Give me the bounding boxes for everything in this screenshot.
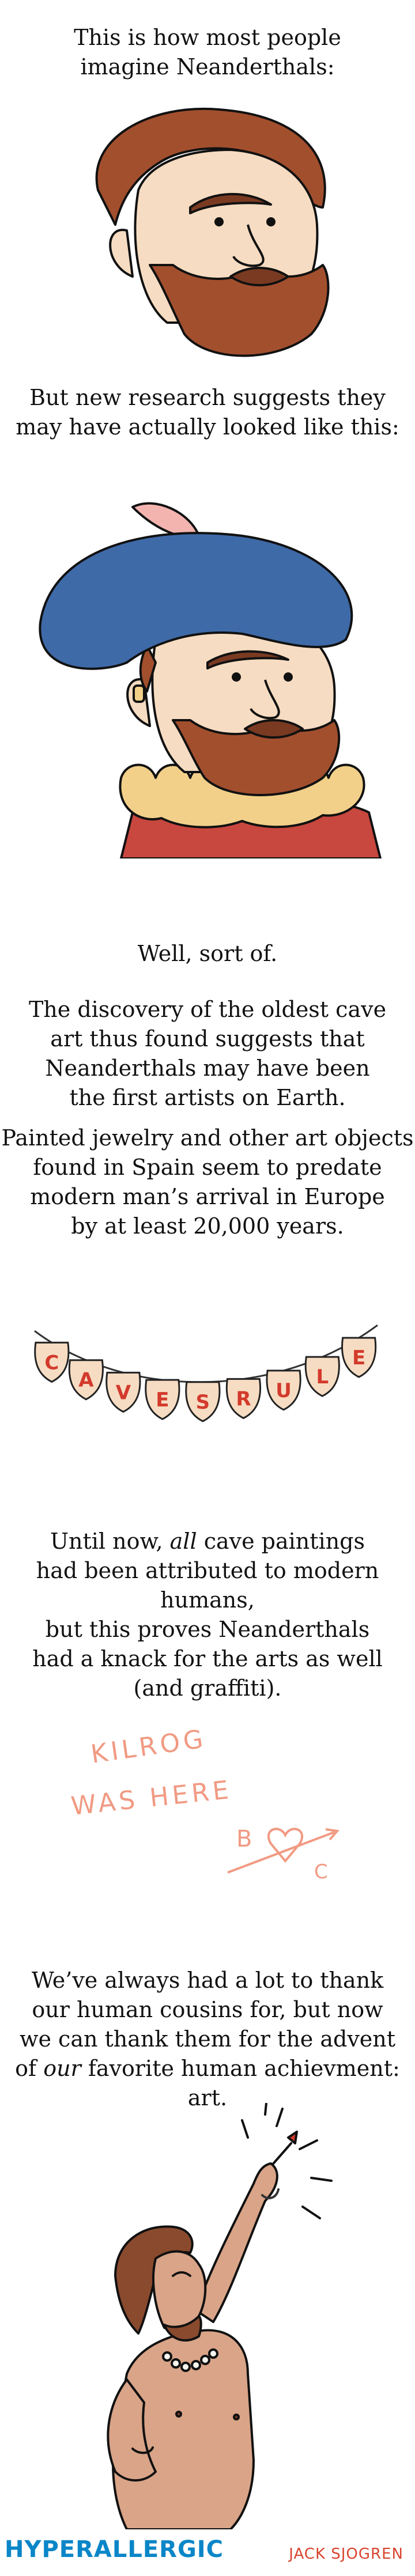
caption-attribution: [0, 1527, 415, 1703]
graffiti-initial-c: C: [314, 1860, 331, 1883]
caption-emphasis: our: [43, 2056, 81, 2081]
caption-sort-of: [0, 939, 415, 969]
caption-intro: [0, 23, 415, 82]
neanderthal-beret-illustration: [0, 490, 415, 858]
caption-line: [0, 1527, 415, 1556]
artist-credit: JACK SJOGREN: [289, 2545, 403, 2563]
caption-segment: of: [15, 2056, 44, 2081]
caption-segment: Until now,: [50, 1529, 170, 1554]
banner-flag: [35, 1342, 69, 1382]
banner-letter: C: [44, 1351, 59, 1375]
caption-line: had a knack for the arts as well: [32, 1646, 383, 1671]
caption-line: the first artists on Earth.: [69, 1085, 346, 1110]
caption-line: found in Spain seem to predate: [33, 1155, 382, 1180]
graffiti-drawing: [0, 1720, 415, 1893]
banner-letter: A: [78, 1368, 94, 1392]
caption-segment: cave paintings: [197, 1529, 365, 1554]
banner-letter: S: [195, 1390, 210, 1414]
caves-rule-banner: [0, 1302, 415, 1446]
banner-letter: V: [115, 1381, 131, 1405]
banner-flag: [227, 1379, 260, 1418]
caption-line: We’ve always had a lot to thank: [31, 1968, 384, 1993]
graffiti-line-1: KILROG: [89, 1724, 209, 1769]
caption-line: (and graffiti).: [133, 1675, 282, 1701]
caption-discovery: [0, 995, 415, 1113]
caption-line: modern man’s arrival in Europe: [30, 1184, 385, 1209]
graffiti-line-2: WAS HERE: [69, 1775, 233, 1821]
caption-line: Painted jewelry and other art objects: [1, 1125, 414, 1151]
caption-line: This is how most people: [74, 25, 341, 50]
banner-flag: [342, 1338, 375, 1377]
caption-thanks: [0, 1966, 415, 2113]
caption-line: Well, sort of.: [137, 941, 278, 966]
caption-research: [0, 383, 415, 442]
caption-line: art thus found suggests that: [50, 1026, 365, 1051]
caption-line: had been attributed to modern humans,: [36, 1558, 379, 1613]
caption-line: our human cousins for, but now: [32, 1997, 383, 2022]
caption-line: may have actually looked like this:: [16, 414, 399, 440]
caption-segment: favorite human achievment: art.: [81, 2056, 400, 2110]
caption-emphasis: all: [169, 1529, 197, 1554]
banner-letter: R: [236, 1387, 251, 1411]
caption-line: but this proves Neanderthals: [45, 1617, 370, 1642]
graffiti-initial-b: B: [236, 1826, 256, 1852]
banner-flag: [69, 1360, 103, 1399]
neanderthal-artist-illustration: [0, 2103, 415, 2529]
banner-letter: E: [156, 1389, 169, 1412]
banner-flag: [146, 1380, 179, 1419]
banner-letter: L: [316, 1365, 329, 1389]
caption-line: Neanderthals may have been: [45, 1056, 370, 1081]
caption-line: The discovery of the oldest cave: [28, 997, 387, 1022]
hyperallergic-logo: HYPERALLERGIC: [5, 2536, 224, 2563]
banner-letter: U: [276, 1379, 292, 1402]
neanderthal-head-illustration: [0, 92, 415, 363]
banner-flag: [267, 1371, 300, 1410]
caption-jewelry: [0, 1124, 415, 1241]
banner-letter: E: [352, 1346, 366, 1370]
caption-line: imagine Neanderthals:: [80, 54, 335, 80]
caption-line: But new research suggests they: [29, 385, 386, 410]
caption-line: we can thank them for the advent: [19, 2026, 396, 2052]
banner-flag: [107, 1372, 140, 1412]
caption-line: by at least 20,000 years.: [71, 1213, 344, 1239]
banner-flag: [305, 1357, 339, 1396]
banner-flag: [186, 1382, 220, 1421]
